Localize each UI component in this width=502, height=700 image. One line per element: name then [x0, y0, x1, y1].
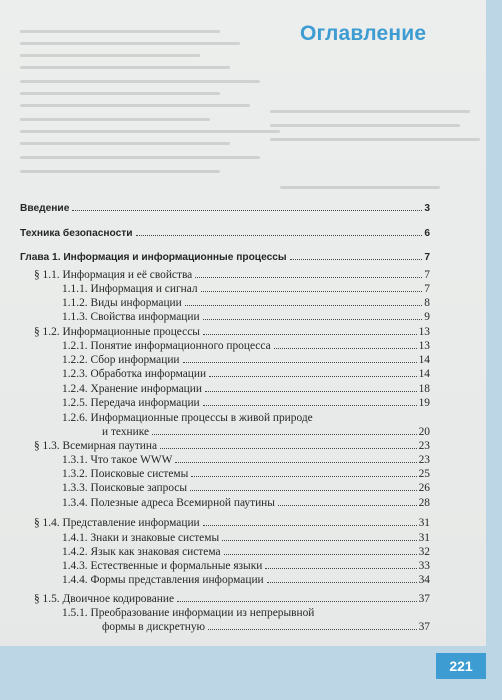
toc-entry-1-4-4[interactable]: [62, 573, 430, 587]
toc-entry-title: 1.2.2. Сбор информации: [62, 354, 180, 366]
toc-entry-1-4-3[interactable]: [62, 559, 430, 573]
toc-leader-dots: [278, 505, 417, 506]
toc-page-number: 13: [418, 340, 430, 352]
page-title: Оглавление: [300, 22, 427, 45]
toc-entry-title: Техника безопасности: [20, 228, 133, 239]
toc-entry-safety[interactable]: [20, 227, 430, 241]
toc-leader-dots: [222, 540, 417, 541]
toc-entry-1-2-5[interactable]: [62, 396, 430, 410]
toc-page-number: 3: [424, 203, 430, 214]
toc-page-number: 7: [424, 283, 430, 295]
toc-page-number: 18: [418, 383, 430, 395]
toc-entry-title: 1.3.3. Поисковые запросы: [62, 482, 188, 494]
toc-entry-title: § 1.4. Представление информации: [34, 517, 200, 529]
toc-entry-1-2-6[interactable]: [102, 425, 430, 439]
toc-leader-dots: [274, 348, 417, 349]
toc-entry-1-1-1[interactable]: [62, 282, 430, 296]
toc-entry-1-4-2[interactable]: [62, 545, 430, 559]
toc-entry-title: 1.2.4. Хранение информации: [62, 383, 202, 395]
toc-entry-1-2-1[interactable]: [62, 339, 430, 353]
toc-entry-title: § 1.5. Двоичное кодирование: [34, 593, 175, 605]
toc-entry-section-1-3[interactable]: [34, 439, 430, 453]
toc-leader-dots: [152, 434, 417, 435]
toc-entry-1-5-1-line1[interactable]: 1.5.1. Преобразование информации из непрерывной: [62, 607, 315, 619]
toc-page-number: 7: [424, 252, 430, 263]
toc-entry-title: § 1.3. Всемирная паутина: [34, 440, 158, 452]
toc-entry-1-3-4[interactable]: [62, 496, 430, 510]
toc-entry-1-5-1[interactable]: [102, 620, 430, 634]
footer-band: [0, 646, 502, 700]
toc-entry-section-1-4[interactable]: [34, 516, 430, 530]
toc-entry-title: 1.2.5. Передача информации: [62, 397, 200, 409]
toc-entry-title: 1.3.2. Поисковые системы: [62, 468, 189, 480]
toc-leader-dots: [201, 291, 423, 292]
toc-page-number: 33: [418, 560, 430, 572]
toc-leader-dots: [205, 391, 417, 392]
toc-entry-1-2-6-line1[interactable]: 1.2.6. Информационные процессы в живой природе: [62, 412, 313, 424]
toc-page-number: 19: [418, 397, 430, 409]
toc-leader-dots: [224, 554, 417, 555]
toc-entry-1-1-2[interactable]: [62, 296, 430, 310]
toc-entry-title: 1.1.3. Свойства информации: [62, 311, 200, 323]
toc-page-number: 7: [424, 269, 430, 281]
toc-page-number: 13: [418, 326, 430, 338]
toc-leader-dots: [160, 448, 417, 449]
toc-entry-title: Глава 1. Информация и информационные процессы: [20, 252, 287, 263]
toc-entry-chapter-1[interactable]: [20, 251, 430, 265]
toc-entry-1-2-4[interactable]: [62, 382, 430, 396]
toc-leader-dots: [208, 629, 417, 630]
toc-page-number: 9: [424, 311, 430, 323]
toc-page-number: 31: [418, 532, 430, 544]
toc-entry-title: 1.1.2. Виды информации: [62, 297, 182, 309]
page-number-badge: 221: [436, 653, 486, 679]
toc-entry-title: 1.2.1. Понятие информационного процесса: [62, 340, 271, 352]
toc-entry-title: 1.4.4. Формы представления информации: [62, 574, 264, 586]
toc-entry-1-1-3[interactable]: [62, 310, 430, 324]
toc-entry-section-1-1[interactable]: [34, 268, 430, 282]
toc-leader-dots: [209, 376, 417, 377]
toc-leader-dots: [191, 476, 416, 477]
toc-page-number: 31: [418, 517, 430, 529]
toc-entry-1-2-2[interactable]: [62, 353, 430, 367]
toc-entry-intro[interactable]: [20, 202, 430, 216]
toc-leader-dots: [265, 568, 416, 569]
toc-page-number: 20: [418, 426, 430, 438]
toc-leader-dots: [203, 405, 417, 406]
toc-entry-title: § 1.1. Информация и её свойства: [34, 269, 193, 281]
toc-entry-title: 1.3.4. Полезные адреса Всемирной паутины: [62, 497, 275, 509]
toc-leader-dots: [136, 235, 423, 236]
toc-page-number: 23: [418, 454, 430, 466]
toc-entry-title: 1.4.1. Знаки и знаковые системы: [62, 532, 220, 544]
toc-entry-1-3-1[interactable]: [62, 453, 430, 467]
toc-page-number: 23: [418, 440, 430, 452]
toc-entry-1-3-3[interactable]: [62, 481, 430, 495]
toc-page-number: 32: [418, 546, 430, 558]
toc-entry-title: Введение: [20, 203, 70, 214]
toc-page-number: 14: [418, 368, 430, 380]
toc-leader-dots: [267, 582, 417, 583]
toc-entry-1-3-2[interactable]: [62, 467, 430, 481]
toc-page-number: 28: [418, 497, 430, 509]
toc-entry-1-2-3[interactable]: [62, 367, 430, 381]
toc-entry-title: 1.3.1. Что такое WWW: [62, 454, 173, 466]
toc-page-number: 25: [418, 468, 430, 480]
toc-page-number: 8: [424, 297, 430, 309]
toc-entry-1-4-1[interactable]: [62, 531, 430, 545]
toc-page-number: 37: [418, 593, 430, 605]
toc-leader-dots: [177, 601, 417, 602]
toc-leader-dots: [72, 210, 422, 211]
toc-page-number: 34: [418, 574, 430, 586]
toc-leader-dots: [175, 462, 416, 463]
toc-leader-dots: [203, 525, 417, 526]
toc-entry-title: 1.4.3. Естественные и формальные языки: [62, 560, 263, 572]
toc-leader-dots: [203, 334, 417, 335]
toc-entry-title: формы в дискретную: [102, 621, 206, 633]
toc-entry-title: и технике: [102, 426, 150, 438]
toc-entry-section-1-2[interactable]: [34, 325, 430, 339]
toc-page-number: 14: [418, 354, 430, 366]
toc-entry-title: 1.1.1. Информация и сигнал: [62, 283, 198, 295]
toc-leader-dots: [185, 305, 423, 306]
toc-leader-dots: [190, 490, 417, 491]
toc-entry-title: 1.2.3. Обработка информации: [62, 368, 207, 380]
toc-entry-title: § 1.2. Информационные процессы: [34, 326, 200, 338]
toc-leader-dots: [203, 319, 423, 320]
toc-entry-title: 1.4.2. Язык как знаковая система: [62, 546, 221, 558]
toc-page-number: 26: [418, 482, 430, 494]
toc-page-number: 6: [424, 228, 430, 239]
toc-leader-dots: [290, 259, 423, 260]
toc-entry-section-1-5[interactable]: [34, 592, 430, 606]
toc-leader-dots: [183, 362, 417, 363]
toc-leader-dots: [195, 277, 422, 278]
toc-page-number: 37: [418, 621, 430, 633]
